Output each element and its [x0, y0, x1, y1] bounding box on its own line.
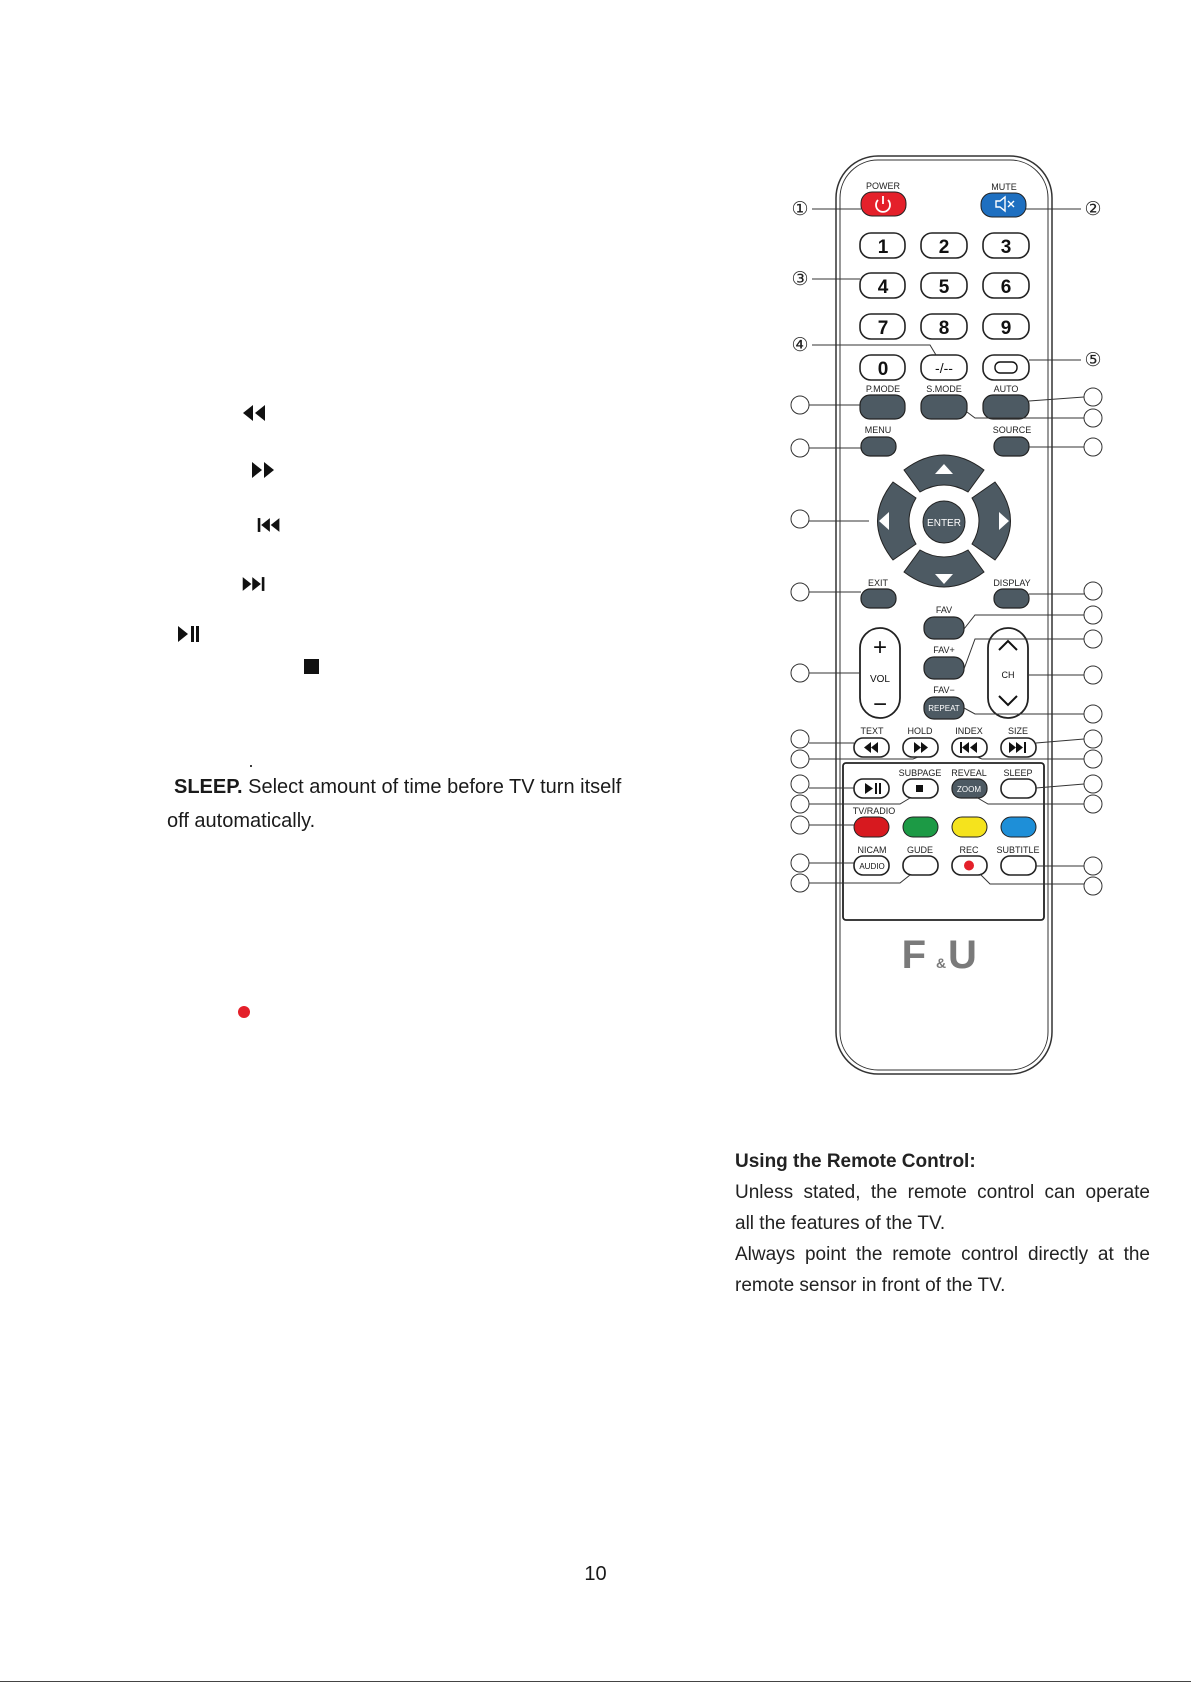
tv-radio-label: TV/RADIO: [852, 806, 896, 816]
blue-button: [1001, 817, 1036, 837]
display-button: [994, 589, 1029, 608]
logo-amp: &: [935, 955, 947, 971]
mute-label: MUTE: [991, 182, 1017, 192]
p-mode-label: P.MODE: [865, 384, 901, 394]
auto-label: AUTO: [993, 384, 1019, 394]
logo-u: U: [948, 933, 977, 977]
subtitle-button: [1001, 856, 1036, 875]
digit-8: 8: [938, 318, 950, 339]
repeat-label: REPEAT: [928, 704, 960, 713]
nicam-label: NICAM: [857, 845, 887, 855]
rec-label: REC: [959, 845, 979, 855]
sleep-key-label: SLEEP: [174, 776, 237, 798]
text-label: TEXT: [860, 726, 884, 736]
hold-label: HOLD: [907, 726, 933, 736]
callout-3: ③: [791, 269, 809, 290]
subpage-label: SUBPAGE: [898, 768, 942, 778]
bottom-rule: [0, 1681, 1191, 1682]
sleep-label: SLEEP: [1003, 768, 1033, 778]
menu-button: [861, 437, 896, 456]
fav-label: FAV: [935, 605, 953, 615]
display-label: DISPLAY: [993, 578, 1031, 588]
instructions-para2-line1: Always point the remote control directly at the: [735, 1244, 1150, 1265]
digit-7: 7: [877, 318, 889, 339]
digit-9: 9: [1000, 318, 1012, 339]
fast-forward-icon: [250, 460, 276, 480]
callout-1: ①: [791, 199, 809, 220]
index-label: INDEX: [955, 726, 983, 736]
fav-minus-label: FAV−: [933, 685, 955, 695]
power-label: POWER: [865, 181, 901, 191]
record-icon: [238, 1006, 250, 1018]
digit-0: 0: [877, 359, 889, 380]
play-pause-icon: [176, 624, 202, 644]
yellow-button: [952, 817, 987, 837]
sleep-desc-line2: off automatically.: [167, 810, 316, 832]
instructions-heading: Using the Remote Control:: [735, 1151, 976, 1172]
callout-4: ④: [791, 335, 809, 356]
subtitle-label: SUBTITLE: [996, 845, 1040, 855]
instructions-para2-line2: remote sensor in front of the TV.: [735, 1275, 1006, 1296]
red-button: [854, 817, 889, 837]
digit-6: 6: [1000, 277, 1012, 298]
source-label: SOURCE: [992, 425, 1032, 435]
sleep-dot-above: ·: [248, 755, 254, 775]
vol-label: VOL: [869, 674, 891, 685]
p-mode-button: [860, 395, 905, 419]
digit-5: 5: [938, 277, 950, 298]
instructions-para1-line2: all the features of the TV.: [735, 1213, 946, 1234]
fav-button: [924, 617, 964, 639]
gude-label: GUDE: [906, 845, 934, 855]
zoom-label: ZOOM: [957, 785, 981, 794]
reveal-label: REVEAL: [951, 768, 987, 778]
digit-3: 3: [1000, 237, 1012, 258]
callout-2: ②: [1084, 199, 1102, 220]
source-button: [994, 437, 1029, 456]
volume-minus-label: −: [872, 691, 888, 718]
guide-button: [903, 856, 938, 875]
auto-button: [983, 395, 1029, 419]
skip-next-icon: [241, 574, 267, 594]
size-label: SIZE: [1007, 726, 1029, 736]
stop-icon: [299, 657, 325, 677]
sleep-description: [167, 755, 694, 838]
logo-f: F: [901, 933, 926, 977]
page-number: 10: [584, 1563, 607, 1585]
fav-plus-button: [924, 657, 964, 679]
callout-5: ⑤: [1084, 350, 1102, 371]
remote-illustration: [780, 148, 1110, 1088]
audio-label: AUDIO: [859, 862, 885, 871]
sleep-colon: .: [237, 776, 243, 798]
sleep-button: [1001, 779, 1036, 798]
dash-key-label: -/--: [935, 360, 953, 376]
exit-label: EXIT: [867, 578, 889, 588]
s-mode-label: S.MODE: [926, 384, 962, 394]
rewind-icon: [241, 403, 267, 423]
exit-button: [861, 589, 896, 608]
s-mode-button: [921, 395, 967, 419]
menu-label: MENU: [864, 425, 892, 435]
enter-label: ENTER: [927, 518, 961, 529]
remote-instructions: [735, 1146, 1150, 1301]
sleep-desc-line1: Select amount of time before TV turn itself: [248, 776, 622, 798]
index-button: [952, 738, 987, 757]
skip-previous-icon: [256, 515, 282, 535]
instructions-para1-line1: Unless stated, the remote control can operate: [735, 1182, 1150, 1203]
mute-button: [981, 193, 1026, 217]
rec-dot-icon: [964, 861, 974, 871]
green-button: [903, 817, 938, 837]
volume-plus-label: +: [872, 634, 888, 661]
ch-label: CH: [1001, 670, 1015, 680]
digit-2: 2: [938, 237, 950, 258]
fav-plus-label: FAV+: [933, 645, 955, 655]
digit-1: 1: [877, 237, 889, 258]
digit-4: 4: [877, 277, 889, 298]
